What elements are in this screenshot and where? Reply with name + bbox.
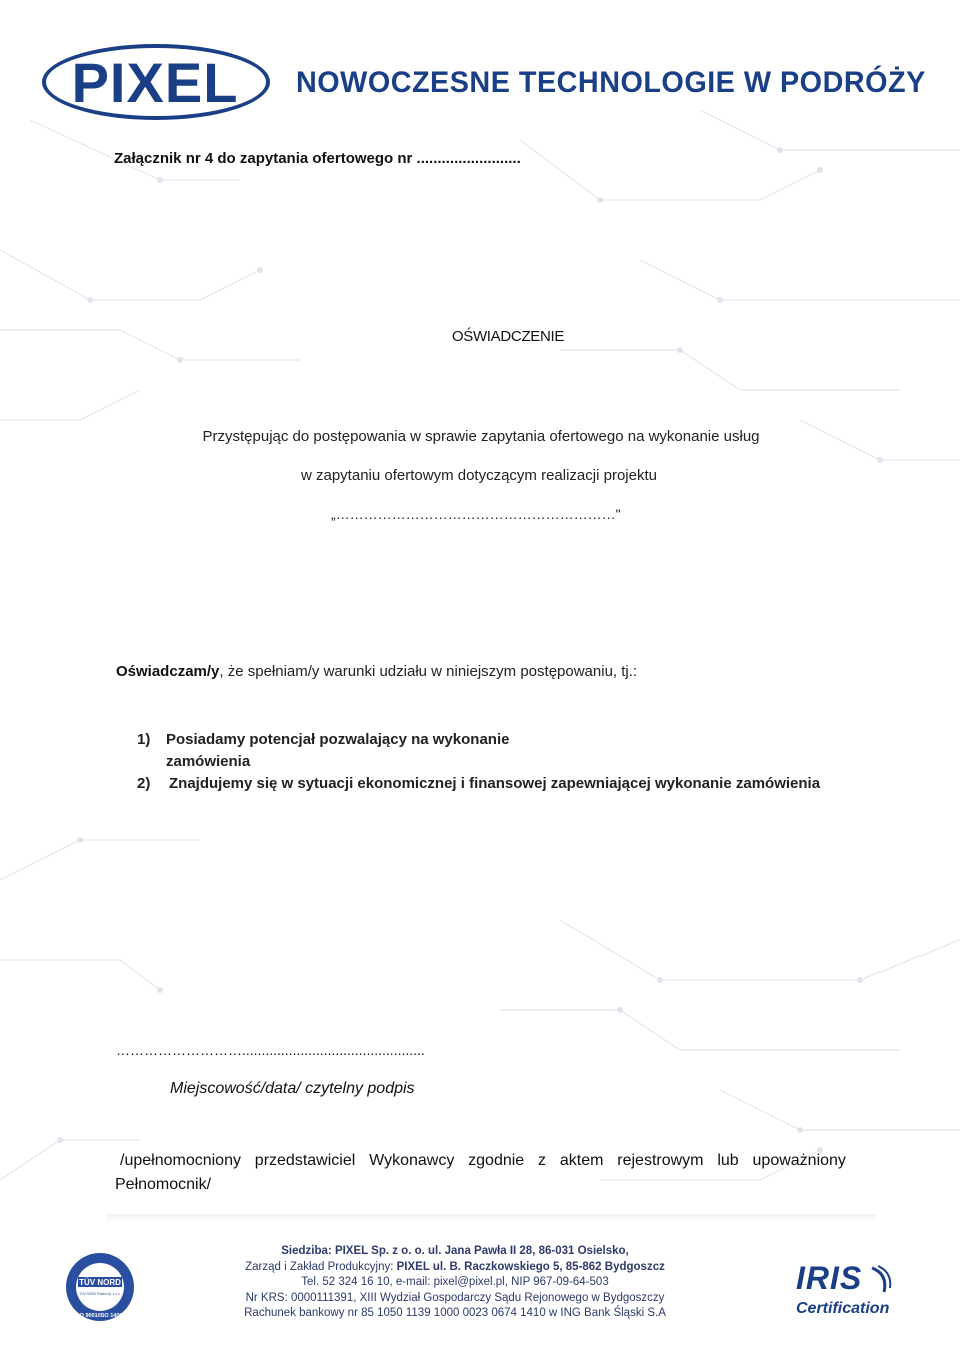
- footer-bank: Rachunek bankowy nr 85 1050 1139 1000 0023 0674 1410 w ING Bank Śląski S.A: [244, 1307, 666, 1319]
- badge-sub-text: TÜV NORD Polska Sp. z o.o.: [79, 1292, 121, 1296]
- attachment-label: Załącznik nr 4 do zapytania ofertowego nr .........................: [114, 150, 521, 167]
- company-footer: [230, 1244, 680, 1322]
- iris-certification-logo: [796, 1260, 892, 1326]
- signature-caption: Miejscowość/data/ czytelny podpis: [170, 1080, 415, 1097]
- intro-line-1: Przystępując do postępowania w sprawie zapytania ofertowego na wykonanie usług: [202, 428, 760, 445]
- tuv-nord-certification-badge: [64, 1251, 136, 1323]
- footer-plant: [230, 1260, 680, 1276]
- footer-divider: [106, 1214, 876, 1222]
- condition-text-continued: zamówienia: [166, 753, 251, 770]
- condition-text: Posiadamy potencjał pozwalający na wykonanie: [166, 731, 510, 748]
- company-logo: PIXEL: [71, 51, 239, 114]
- representative-note-line-2: Pełnomocnik/: [115, 1176, 212, 1193]
- representative-word: aktem: [559, 1152, 604, 1169]
- iris-rails-icon: [870, 1264, 892, 1294]
- condition-number: 2): [137, 775, 151, 792]
- footer-contact: Tel. 52 324 16 10, e-mail: pixel@pixel.pl, NIP 967-09-64-503: [301, 1276, 609, 1288]
- footer-krs: Nr KRS: 0000111391, XIII Wydział Gospodarczy Sądu Rejonowego w Bydgoszczy: [245, 1291, 665, 1304]
- footer-seat: [230, 1244, 680, 1260]
- declaration-rest: , że spełniam/y warunki udziału w niniejszym postępowaniu, tj.:: [219, 663, 638, 680]
- representative-word: /upełnomocniony: [120, 1152, 241, 1169]
- badge-iso-text: ISO 9001/ISO 14001: [74, 1313, 126, 1319]
- signature-line: ………………………...............................................: [116, 1042, 425, 1058]
- footer-plant-value: PIXEL ul. B. Raczkowskiego 5, 85-862 Bydgoszcz: [396, 1260, 665, 1273]
- document-title: OŚWIADCZENIE: [451, 328, 565, 345]
- declaration-statement: [116, 663, 637, 680]
- representative-word: lub: [717, 1152, 739, 1169]
- representative-word: z: [538, 1152, 547, 1169]
- iris-logo-certification: Certification: [796, 1300, 890, 1317]
- representative-word: przedstawiciel: [254, 1152, 356, 1169]
- iris-logo-word: IRIS: [796, 1260, 863, 1296]
- footer-seat-label: Siedziba:: [281, 1245, 335, 1257]
- footer-plant-label: Zarząd i Zakład Produkcyjny:: [245, 1260, 397, 1273]
- representative-word: rejestrowym: [617, 1152, 704, 1169]
- intro-line-2: w zapytaniu ofertowym dotyczącym realizacji projektu: [301, 467, 657, 484]
- representative-note: [120, 1152, 846, 1170]
- condition-text: Znajdujemy się w sytuacji ekonomicznej i finansowej zapewniającej wykonanie zamówienia: [169, 775, 821, 792]
- declaration-bold: Oświadczam/y: [116, 663, 220, 680]
- project-name-blank: „……………………………………………………": [331, 506, 621, 522]
- footer-seat-value: PIXEL Sp. z o. o. ul. Jana Pawła II 28, 86-031 Osielsko,: [334, 1245, 629, 1257]
- representative-word: upoważniony: [752, 1152, 846, 1169]
- badge-brand-text: TÜV NORD: [79, 1278, 121, 1287]
- condition-number: 1): [137, 731, 151, 748]
- representative-word: Wykonawcy: [369, 1152, 455, 1169]
- representative-word: zgodnie: [468, 1152, 525, 1169]
- company-tagline: NOWOCZESNE TECHNOLOGIE W PODRÓŻY: [296, 66, 926, 99]
